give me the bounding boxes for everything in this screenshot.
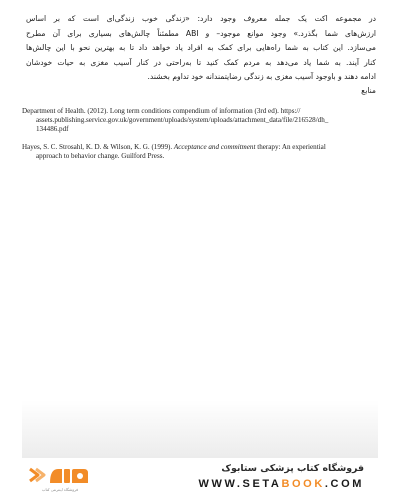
store-url[interactable] — [199, 478, 364, 490]
footer-banner — [0, 458, 400, 497]
document-page — [22, 12, 378, 440]
paragraph-line: کنار آیند. به شما یاد می‌دهد به مردم کمک کنید تا به‌راحتی در کنار آسیب مغزی به حیات خودشان — [26, 57, 376, 67]
page-bottom-shadow — [22, 400, 378, 458]
paragraph-line: ارزش‌های شما بگذرد.» وجود موانع موجود– و ABI مطمئناً چالش‌های بسیاری برای آن مطرح — [26, 28, 376, 38]
logo-tagline: فروشگاه اینترنتی کتاب — [41, 487, 79, 492]
reference-text: therapy: An experiential — [255, 142, 326, 151]
reference-list — [22, 107, 378, 161]
reference-item — [22, 107, 374, 135]
reference-line — [22, 142, 374, 152]
sources-heading: منابع — [361, 85, 376, 95]
store-title: فروشگاه کتاب پزشکی ستابوک — [221, 463, 364, 474]
url-accent: BOOK — [281, 478, 325, 490]
reference-line: approach to behavior change. Guilford Press. — [36, 151, 165, 160]
reference-line: 134486.pdf — [36, 125, 69, 134]
reference-title-italic: Acceptance and commitment — [173, 142, 256, 151]
reference-item — [22, 143, 374, 161]
url-part: WWW.SETA — [198, 478, 282, 490]
reference-line: assets.publishing.service.gov.uk/government/uploads/system/uploads/attachment_data/file/216528/dh_ — [36, 116, 329, 125]
body-paragraph — [22, 12, 378, 85]
paragraph-line: می‌سازد. این کتاب به شما راه‌هایی برای کمک به افراد یاد خواهد داد تا به بهترین نحو با این چالش‌ها — [26, 43, 376, 53]
paragraph-line: ادامه دهند و باوجود آسیب مغزی به زندگی رضایتمندانه خود تداوم بخشند. — [147, 72, 376, 82]
url-part: .COM — [324, 478, 364, 490]
paragraph-line: در مجموعه اکت یک جمله معروف وجود دارد: «زندگی خوب زندگی‌ای است که بر اساس — [26, 14, 376, 23]
reference-text: Hayes, S. C. Strosahl, K. D. & Wilson, K. G. (1999). — [22, 142, 174, 151]
reference-line: Department of Health. (2012). Long term conditions compendium of information (3rd ed). https:// — [22, 106, 301, 115]
